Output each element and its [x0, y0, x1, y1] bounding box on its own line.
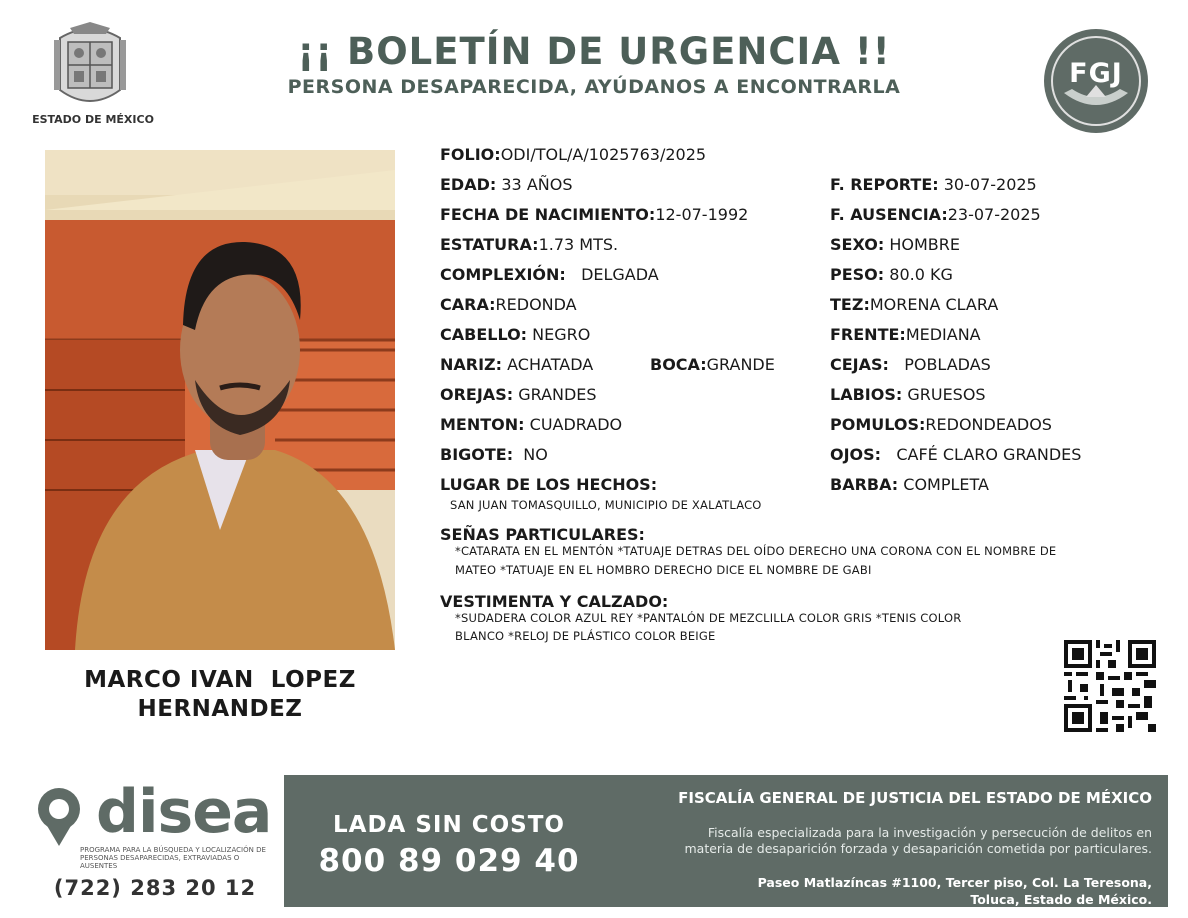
odisea-phone[interactable]: (722) 283 20 12	[53, 876, 257, 900]
field-nariz	[440, 355, 593, 374]
field-label: LUGAR DE LOS HECHOS:	[440, 475, 658, 494]
field-f-reporte	[830, 175, 1037, 194]
field-frente	[830, 325, 981, 344]
field-value: NEGRO	[532, 325, 591, 344]
field-value: DELGADA	[581, 265, 659, 284]
field-value: REDONDEADOS	[925, 415, 1052, 434]
field-label: F. AUSENCIA:	[830, 205, 948, 224]
field-label: OREJAS:	[440, 385, 514, 404]
bulletin-title: ¡¡ BOLETÍN DE URGENCIA !!	[297, 30, 891, 73]
fgj-seal-text: FGJ	[1069, 58, 1123, 89]
field-label: BOCA:	[650, 355, 707, 374]
field-fecha-nacimiento	[440, 205, 748, 224]
field-label: FOLIO:	[440, 145, 501, 164]
field-folio	[440, 145, 706, 164]
missing-person-photo	[45, 150, 395, 650]
field-edad	[440, 175, 572, 194]
fgj-description	[600, 825, 1152, 857]
field-value: MEDIANA	[905, 325, 981, 344]
field-value: GRANDE	[706, 355, 775, 374]
field-label: PESO:	[830, 265, 885, 284]
vestimenta-line-1: *SUDADERA COLOR AZUL REY *PANTALÓN DE MEZCLILLA COLOR GRIS *TENIS COLOR	[455, 611, 962, 625]
field-barba	[830, 475, 989, 494]
field-value: ACHATADA	[507, 355, 594, 374]
field-label: COMPLEXIÓN:	[440, 265, 566, 284]
field-complexion	[440, 265, 659, 284]
field-value: POBLADAS	[904, 355, 991, 374]
field-f-ausencia	[830, 205, 1041, 224]
fgj-desc-line-2: materia de desaparición forzada y desaparición cometida por particulares.	[684, 841, 1152, 856]
field-orejas	[440, 385, 597, 404]
field-sexo	[830, 235, 960, 254]
field-label: CABELLO:	[440, 325, 528, 344]
field-label: ESTATURA:	[440, 235, 539, 254]
field-tez	[830, 295, 998, 314]
field-value: 12-07-1992	[655, 205, 749, 224]
field-pomulos	[830, 415, 1052, 434]
field-value: GRANDES	[518, 385, 597, 404]
odisea-logo	[36, 786, 82, 848]
name-line-1: MARCO IVAN LOPEZ	[84, 667, 356, 693]
field-ojos	[830, 445, 1081, 464]
field-estatura	[440, 235, 618, 254]
fgj-title: FISCALÍA GENERAL DE JUSTICIA DEL ESTADO DE MÉXICO	[678, 789, 1152, 807]
field-label: FRENTE:	[830, 325, 906, 344]
fgj-address	[600, 874, 1152, 908]
odisea-wordmark: disea	[96, 777, 272, 847]
state-caption: ESTADO DE MÉXICO	[32, 113, 154, 126]
field-label: TEZ:	[830, 295, 870, 314]
fgj-seal	[1042, 27, 1150, 135]
field-label: LABIOS:	[830, 385, 903, 404]
field-boca	[650, 355, 775, 374]
field-bigote	[440, 445, 548, 464]
fgj-addr-line-1: Paseo Matlazíncas #1100, Tercer piso, Col. La Teresona,	[757, 875, 1152, 890]
field-value: CUADRADO	[529, 415, 623, 434]
field-label: F. REPORTE:	[830, 175, 939, 194]
fgj-addr-line-2: Toluca, Estado de México.	[970, 892, 1152, 907]
name-line-2: HERNANDEZ	[137, 696, 303, 722]
field-value: CAFÉ CLARO GRANDES	[896, 445, 1082, 464]
field-value: HOMBRE	[889, 235, 960, 254]
field-label: OJOS:	[830, 445, 882, 464]
field-label: SEXO:	[830, 235, 885, 254]
field-lugar-value: SAN JUAN TOMASQUILLO, MUNICIPIO DE XALATLACO	[450, 498, 762, 512]
field-peso	[830, 265, 953, 284]
field-label: BIGOTE:	[440, 445, 514, 464]
field-value: REDONDA	[495, 295, 577, 314]
field-label: POMULOS:	[830, 415, 926, 434]
field-value: GRUESOS	[907, 385, 986, 404]
field-value: 30-07-2025	[943, 175, 1037, 194]
field-value: 1.73 MTS.	[538, 235, 619, 254]
senas-label: SEÑAS PARTICULARES:	[440, 525, 645, 544]
field-label: MENTON:	[440, 415, 525, 434]
field-value: 80.0 KG	[889, 265, 953, 284]
field-value: ODI/TOL/A/1025763/2025	[500, 145, 707, 164]
field-value: 23-07-2025	[947, 205, 1041, 224]
qr-code[interactable]	[1064, 640, 1156, 732]
field-lugar-label	[440, 475, 657, 494]
fgj-desc-line-1: Fiscalía especializada para la investigación y persecución de delitos en	[707, 825, 1152, 840]
field-label: BARBA:	[830, 475, 899, 494]
qr-code-icon	[1064, 640, 1156, 732]
field-value: COMPLETA	[903, 475, 989, 494]
missing-person-name	[45, 666, 395, 724]
lada-label: LADA SIN COSTO	[333, 812, 565, 838]
field-cara	[440, 295, 577, 314]
field-labios	[830, 385, 986, 404]
field-label: FECHA DE NACIMIENTO:	[440, 205, 656, 224]
vestimenta-label: VESTIMENTA Y CALZADO:	[440, 592, 669, 611]
field-cabello	[440, 325, 590, 344]
senas-line-2: MATEO *TATUAJE EN EL HOMBRO DERECHO DICE EL NOMBRE DE GABI	[455, 563, 872, 577]
senas-line-1: *CATARATA EN EL MENTÓN *TATUAJE DETRAS DEL OÍDO DERECHO UNA CORONA CON EL NOMBRE DE	[455, 544, 1057, 558]
field-label: CARA:	[440, 295, 496, 314]
field-value: MORENA CLARA	[869, 295, 999, 314]
vestimenta-line-2: BLANCO *RELOJ DE PLÁSTICO COLOR BEIGE	[455, 629, 716, 643]
field-label: CEJAS:	[830, 355, 889, 374]
field-cejas	[830, 355, 991, 374]
field-value: 33 AÑOS	[501, 175, 573, 194]
bulletin-subtitle: PERSONA DESAPARECIDA, AYÚDANOS A ENCONTRARLA	[287, 76, 901, 98]
field-label: NARIZ:	[440, 355, 503, 374]
lada-number[interactable]: 800 89 029 40	[318, 843, 580, 879]
field-value: NO	[523, 445, 548, 464]
field-menton	[440, 415, 622, 434]
odisea-tagline: PROGRAMA PARA LA BÚSQUEDA Y LOCALIZACIÓN DE PERSONAS DESAPARECIDAS, EXTRAVIADAS O AUSENTES	[80, 846, 266, 870]
odisea-pin-icon	[36, 786, 82, 848]
field-label: EDAD:	[440, 175, 497, 194]
